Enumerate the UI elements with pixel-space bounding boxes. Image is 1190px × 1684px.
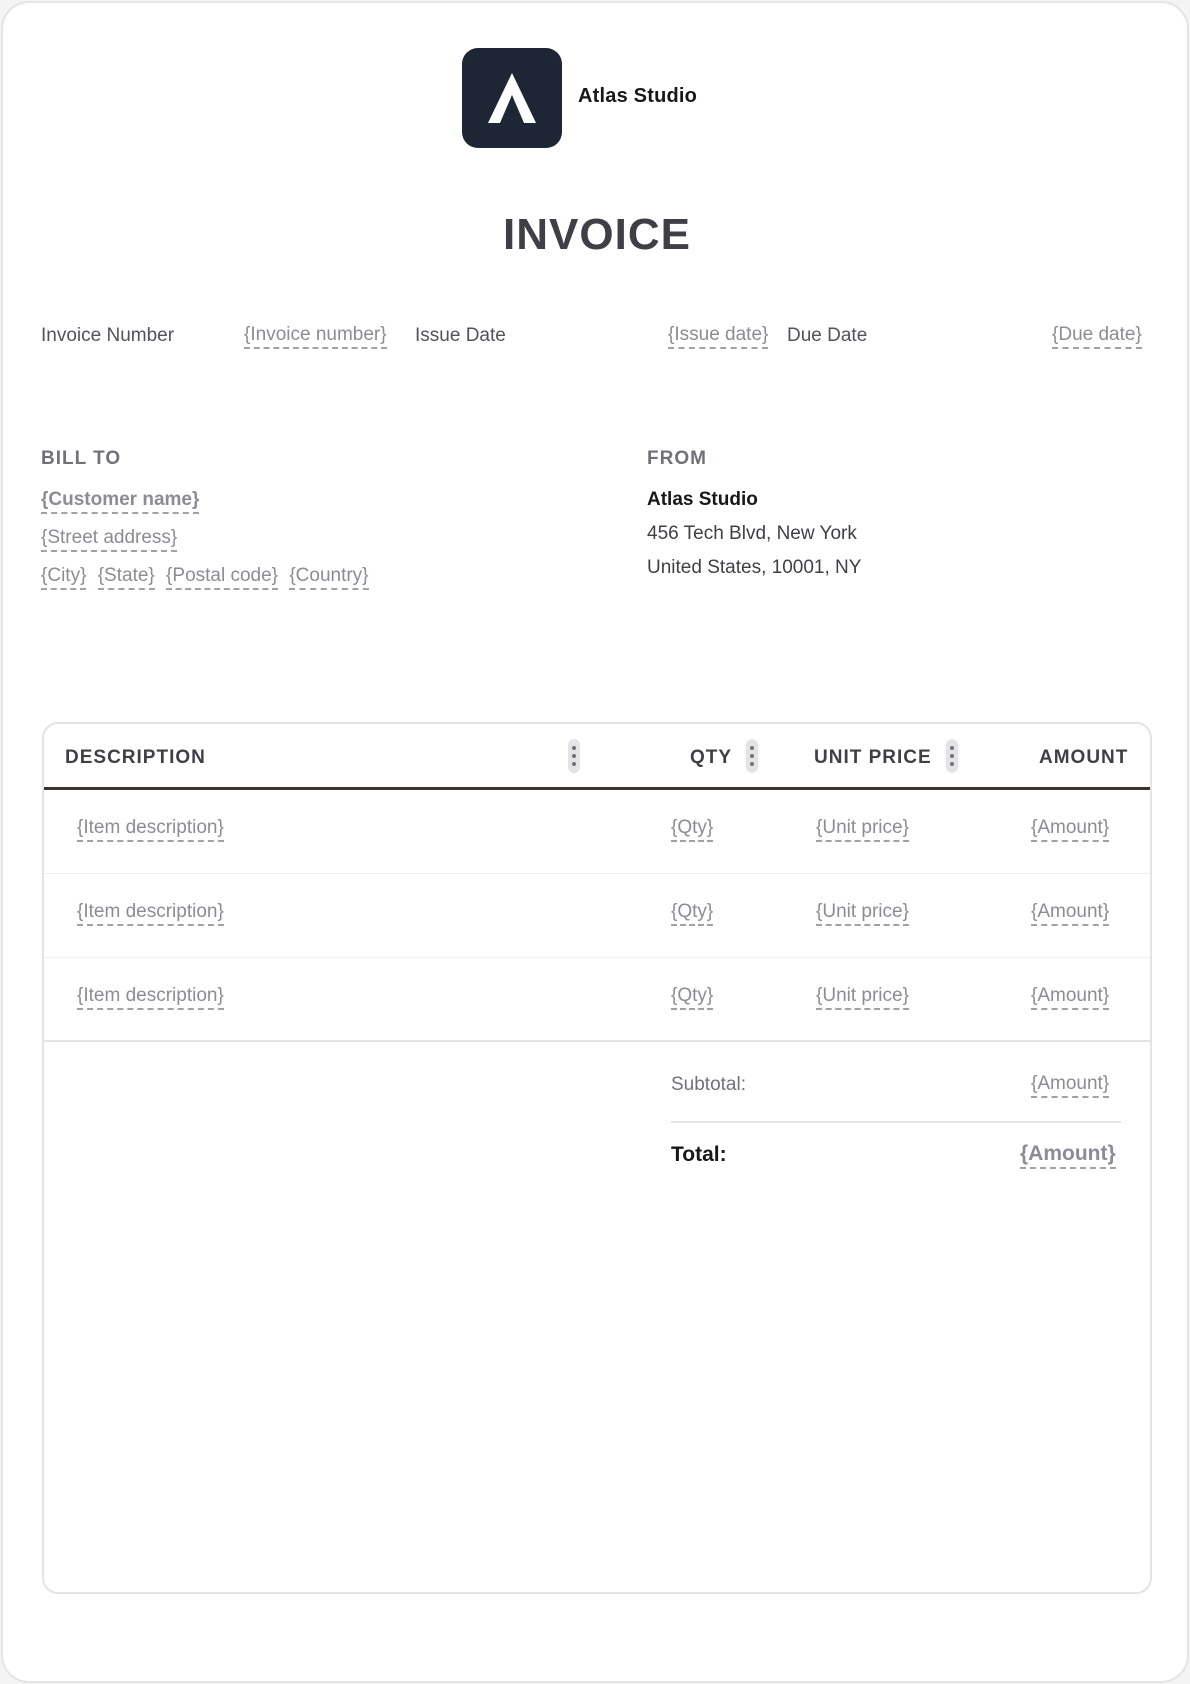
from-address-line1: 456 Tech Blvd, New York (647, 523, 857, 544)
issue-date-placeholder: {Issue date} (668, 324, 768, 349)
total-field[interactable] (1020, 1142, 1116, 1166)
table-row (44, 958, 1150, 1042)
qty-field[interactable] (671, 901, 713, 923)
street-address-placeholder: {Street address} (41, 527, 177, 552)
item-description-placeholder: {Item description} (77, 985, 224, 1010)
qty-placeholder: {Qty} (671, 817, 713, 842)
table-row (44, 874, 1150, 958)
unit-price-field[interactable] (816, 901, 909, 923)
postal-code-field[interactable]: {Postal code} (166, 565, 278, 590)
item-description-field[interactable] (77, 985, 224, 1007)
amount-field[interactable] (1031, 817, 1109, 839)
from-label: FROM (647, 448, 707, 469)
unit-price-placeholder: {Unit price} (816, 901, 909, 926)
issue-date-label: Issue Date (415, 325, 506, 346)
city-field[interactable]: {City} (41, 565, 86, 590)
item-description-field[interactable] (77, 817, 224, 839)
country-field[interactable]: {Country} (289, 565, 368, 590)
invoice-page (1, 1, 1189, 1683)
qty-placeholder: {Qty} (671, 985, 713, 1010)
amount-field[interactable] (1031, 985, 1109, 1007)
invoice-number-field[interactable] (244, 324, 387, 346)
column-header-unit-price: UNIT PRICE (814, 747, 932, 768)
amount-placeholder: {Amount} (1031, 901, 1109, 926)
items-table (42, 722, 1152, 1594)
subtotal-placeholder: {Amount} (1031, 1073, 1109, 1098)
page-title: INVOICE (503, 210, 691, 259)
brand-name: Atlas Studio (578, 85, 698, 107)
from-address-line2: United States, 10001, NY (647, 557, 862, 578)
item-description-placeholder: {Item description} (77, 901, 224, 926)
qty-field[interactable] (671, 817, 713, 839)
due-date-field[interactable] (1052, 324, 1142, 346)
unit-price-field[interactable] (816, 817, 909, 839)
bill-to-label: BILL TO (41, 448, 122, 469)
totals-divider (671, 1121, 1121, 1123)
unit-price-placeholder: {Unit price} (816, 985, 909, 1010)
atlas-a-logo-icon (462, 48, 562, 148)
item-description-field[interactable] (77, 901, 224, 923)
table-row (44, 790, 1150, 874)
unit-price-placeholder: {Unit price} (816, 817, 909, 842)
table-header (44, 724, 1150, 790)
qty-field[interactable] (671, 985, 713, 1007)
column-header-description: DESCRIPTION (65, 747, 206, 768)
total-label: Total: (671, 1143, 727, 1166)
column-resize-handle[interactable] (746, 739, 758, 773)
amount-placeholder: {Amount} (1031, 817, 1109, 842)
state-field[interactable]: {State} (98, 565, 155, 590)
logo-glyph (488, 73, 536, 123)
amount-placeholder: {Amount} (1031, 985, 1109, 1010)
from-company-name: Atlas Studio (647, 489, 758, 510)
item-description-placeholder: {Item description} (77, 817, 224, 842)
column-header-qty: QTY (690, 747, 733, 768)
invoice-number-placeholder: {Invoice number} (244, 324, 387, 349)
column-resize-handle[interactable] (568, 739, 580, 773)
qty-placeholder: {Qty} (671, 901, 713, 926)
issue-date-field[interactable] (668, 324, 768, 346)
street-address-field[interactable] (41, 527, 183, 549)
city-state-postal-country-line (41, 565, 375, 587)
due-date-placeholder: {Due date} (1052, 324, 1142, 349)
invoice-number-label: Invoice Number (41, 325, 175, 346)
column-resize-handle[interactable] (946, 739, 958, 773)
subtotal-label: Subtotal: (671, 1074, 746, 1095)
customer-name-placeholder: {Customer name} (41, 489, 199, 514)
due-date-label: Due Date (787, 325, 868, 346)
column-header-amount: AMOUNT (1039, 747, 1129, 768)
unit-price-field[interactable] (816, 985, 909, 1007)
customer-name-field[interactable] (41, 489, 205, 511)
subtotal-field[interactable] (1031, 1073, 1109, 1095)
amount-field[interactable] (1031, 901, 1109, 923)
total-placeholder: {Amount} (1020, 1142, 1116, 1169)
